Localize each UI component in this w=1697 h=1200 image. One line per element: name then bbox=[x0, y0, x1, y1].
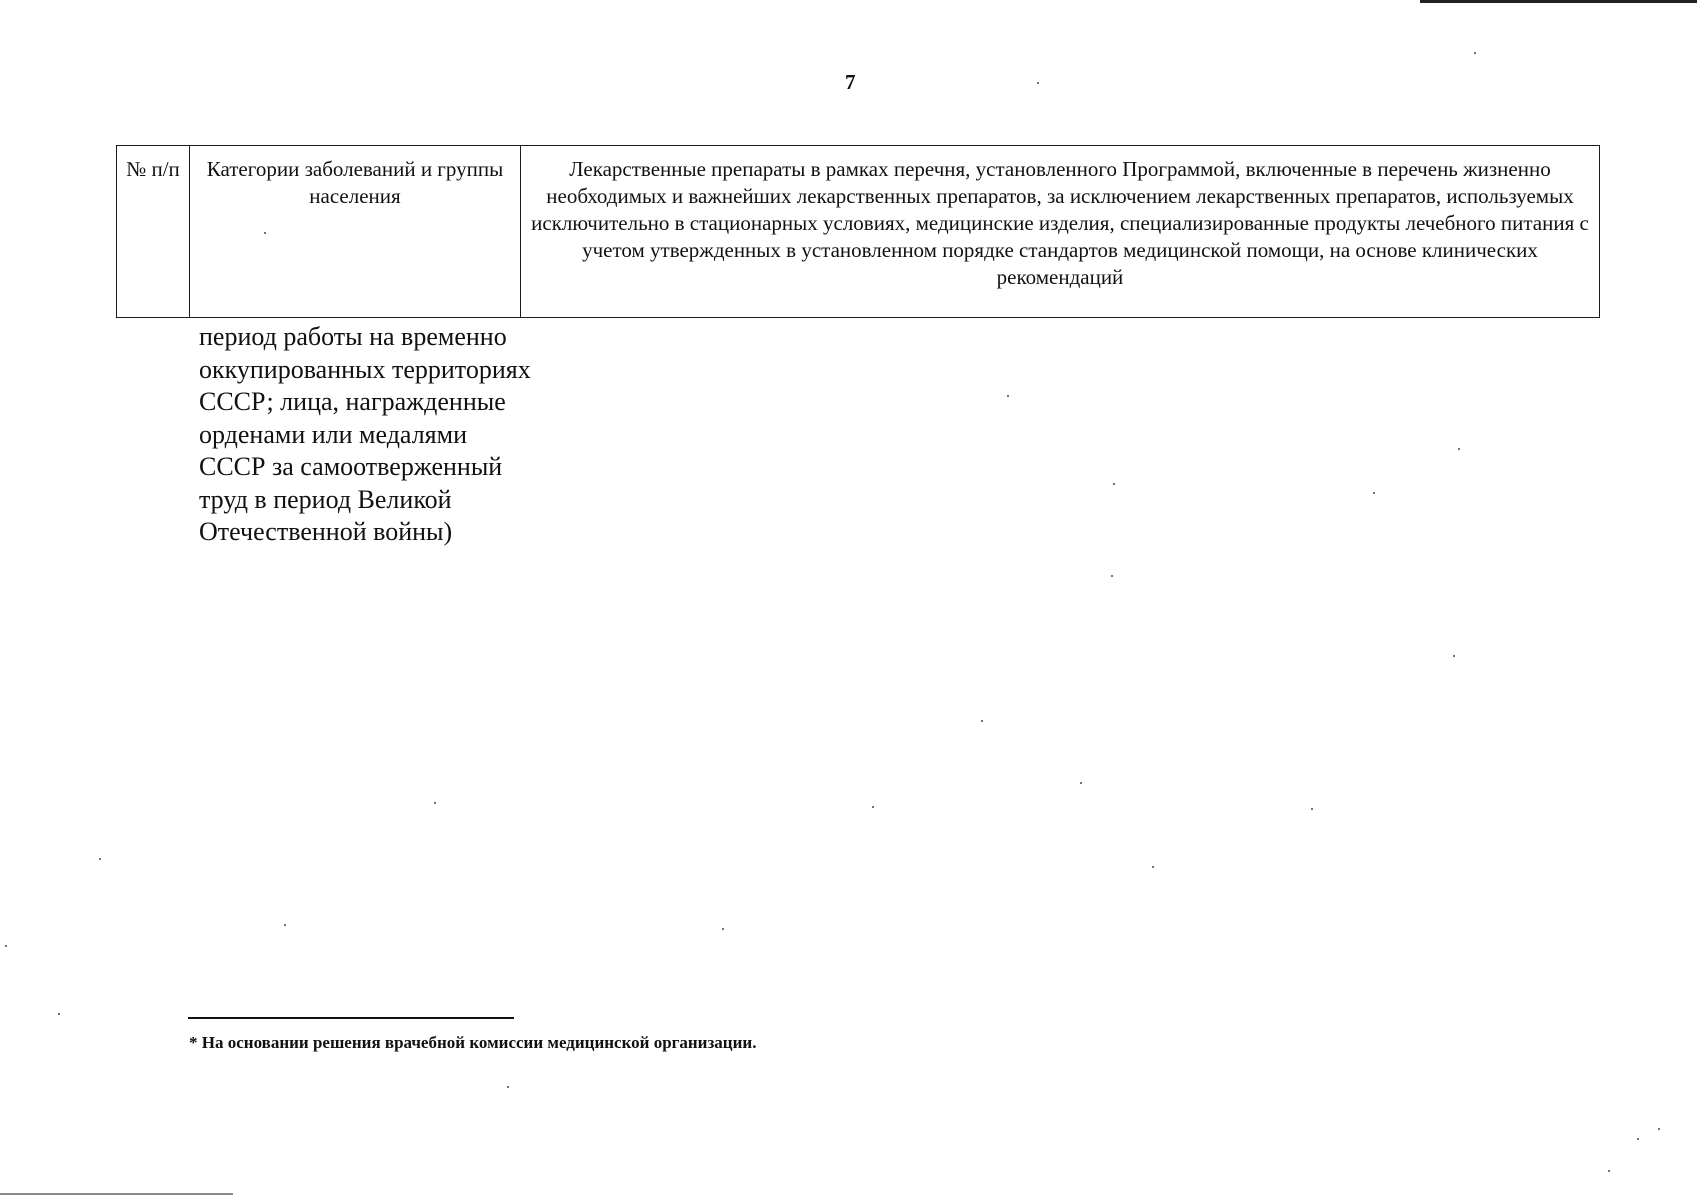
scan-speck bbox=[872, 806, 874, 808]
header-medications: Лекарственные препараты в рамках перечня, установленного Программой, включенные в перечень жизненно необходимых и важнейших лекарственных препаратов, за исключением лекарственных препаратов, используемых исключительно в стационарных условиях, медицинские изделия, специализированные продукты лечебного питания с учетом утвержденных в установленном порядке стандартов медицинской помощи, на основе клинических рекомендаций bbox=[521, 146, 1600, 318]
scan-speck bbox=[981, 720, 983, 722]
scan-speck bbox=[284, 924, 286, 926]
scan-speck bbox=[1637, 1138, 1639, 1140]
scan-speck bbox=[1007, 395, 1009, 397]
scan-speck bbox=[1111, 575, 1113, 577]
page-number: 7 bbox=[845, 70, 856, 94]
scan-speck bbox=[1608, 1170, 1610, 1172]
scan-speck bbox=[99, 858, 101, 860]
scan-speck bbox=[1458, 448, 1460, 450]
footnote-divider bbox=[188, 1017, 514, 1019]
header-row-number: № п/п bbox=[117, 146, 190, 318]
scan-speck bbox=[1311, 808, 1313, 810]
scan-edge-mark-bottom bbox=[0, 1193, 233, 1195]
continued-category-text: период работы на временно оккупированных территориях СССР; лица, награжденные орденами или медалями СССР за самоотверженный труд в период Великой Отечественной войны) bbox=[199, 322, 531, 546]
drug-list-header-table bbox=[116, 145, 1600, 318]
scan-speck bbox=[58, 1013, 60, 1015]
scan-edge-mark bbox=[1420, 0, 1697, 3]
scan-speck bbox=[1080, 782, 1082, 784]
header-disease-categories: Категории заболеваний и группы населения bbox=[190, 146, 521, 318]
scan-speck bbox=[1453, 655, 1455, 657]
scan-speck bbox=[1037, 82, 1039, 84]
scan-speck bbox=[1113, 483, 1115, 485]
scan-speck bbox=[1152, 866, 1154, 868]
table-header-row bbox=[117, 146, 1600, 318]
scan-speck bbox=[507, 1086, 509, 1088]
scan-speck bbox=[434, 802, 436, 804]
scan-speck bbox=[1373, 492, 1375, 494]
scan-speck bbox=[5, 945, 7, 947]
scan-speck bbox=[264, 232, 266, 234]
footnote: * На основании решения врачебной комиссии медицинской организации. bbox=[189, 1033, 757, 1052]
scan-speck bbox=[1474, 52, 1476, 54]
scan-speck bbox=[722, 928, 724, 930]
scan-speck bbox=[1658, 1128, 1660, 1130]
